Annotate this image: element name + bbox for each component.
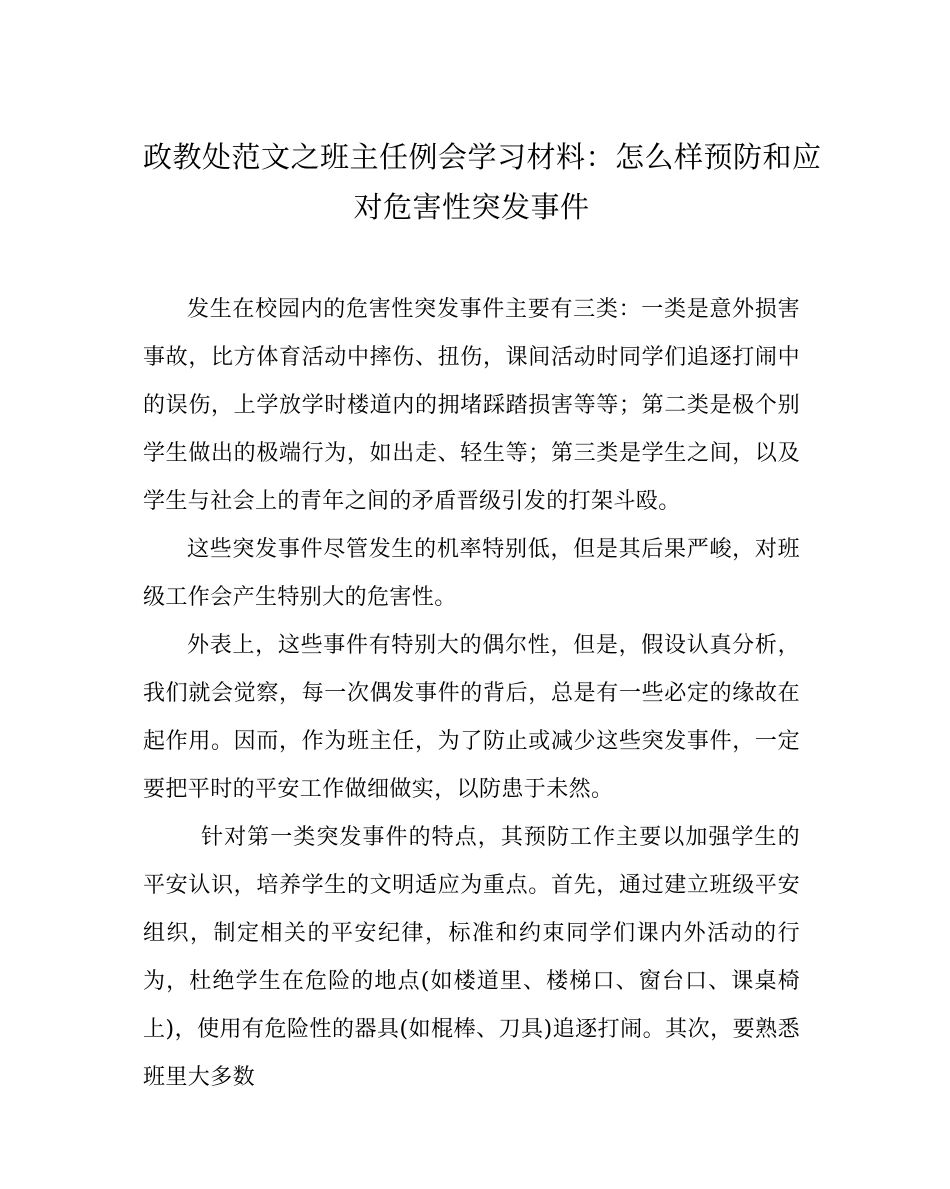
paragraph-1: 发生在校园内的危害性突发事件主要有三类：一类是意外损害事故，比方体育活动中摔伤、扭伤，课间活动时同学们追逐打闹中的误伤，上学放学时楼道内的拥堵踩踏损害等等；第二类是极个别学生做出的极端行为，如出走、轻生等；第三类是学生之间，以及学生与社会上的青年之间的矛盾晋级引发的打架斗殴。 <box>143 297 800 514</box>
paragraph-4: 针对第一类突发事件的特点，其预防工作主要以加强学生的平安认识，培养学生的文明适应为重点。首先，通过建立班级平安组织，制定相关的平安纪律，标准和约束同学们课内外活动的行为，杜绝学生在危险的地点(如楼道里、楼梯口、窗台口、课桌椅上)，使用有危险性的器具(如棍棒、刀具)追逐打闹。其次，要熟悉班里大多数 <box>143 825 800 1090</box>
title-line-1: 政教处范文之班主任例会学习材料：怎么样预防和应 <box>143 140 822 174</box>
paragraph-2: 这些突发事件尽管发生的机率特别低，但是其后果严峻，对班级工作会产生特别大的危害性。 <box>143 537 800 610</box>
document-title <box>143 132 822 232</box>
paragraph-3: 外表上，这些事件有特别大的偶尔性，但是，假设认真分析，我们就会觉察，每一次偶发事件的背后，总是有一些必定的缘故在起作用。因而，作为班主任，为了防止或减少这些突发事件，一定要把平时的平安工作做细做实，以防患于未然。 <box>143 633 800 802</box>
document-body <box>143 286 800 1102</box>
title-line-2: 对危害性突发事件 <box>353 190 590 224</box>
